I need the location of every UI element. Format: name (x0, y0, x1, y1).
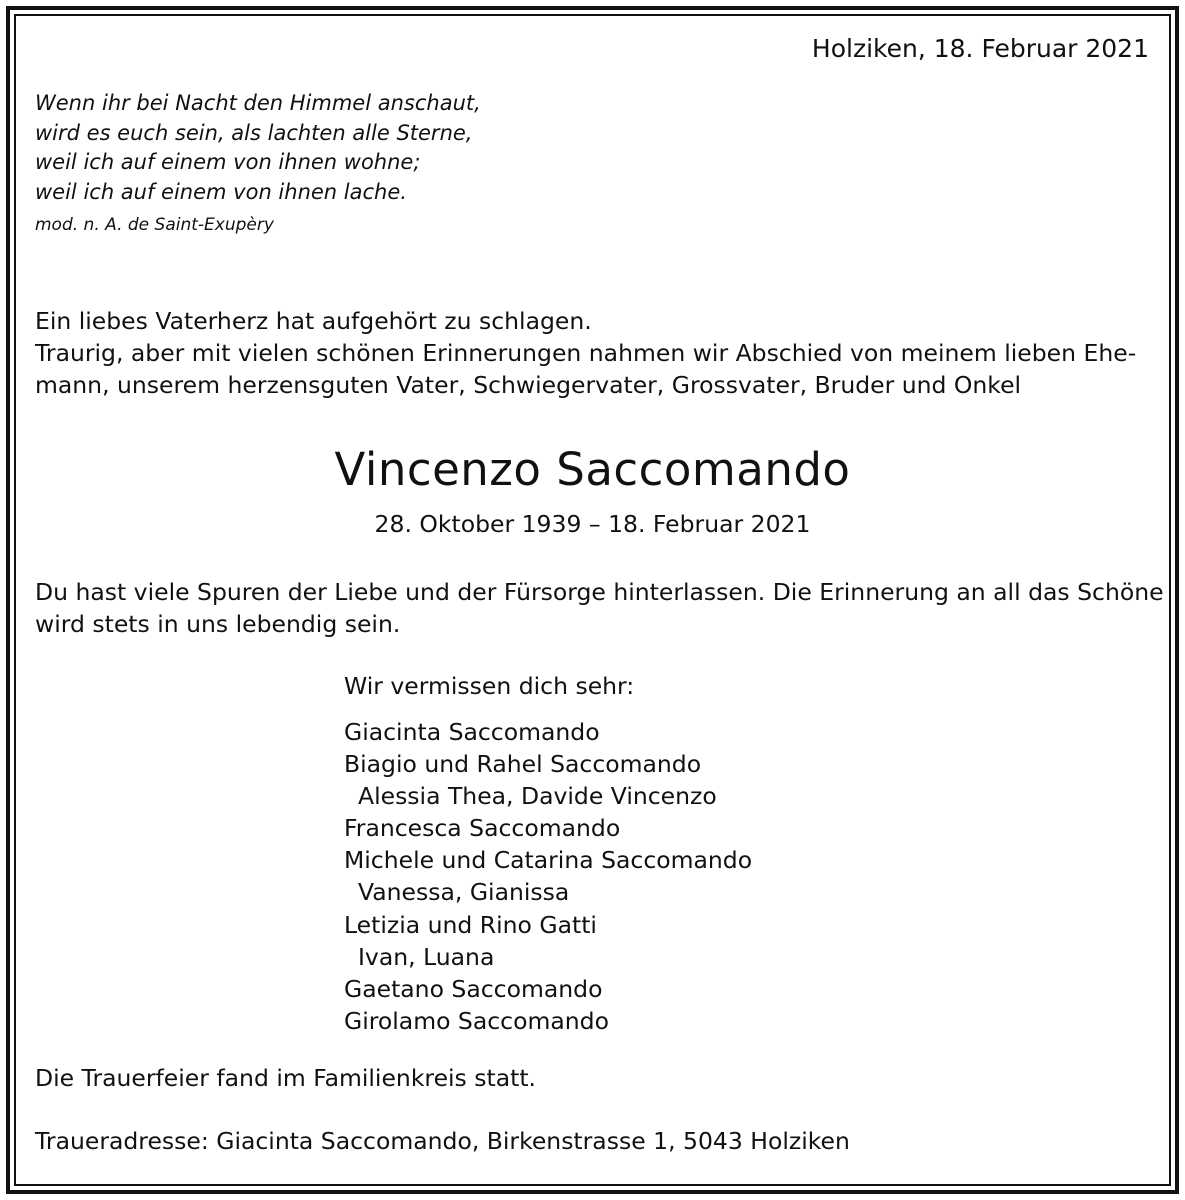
mourner-name: Francesca Saccomando (344, 814, 621, 843)
mourner-name: Gaetano Saccomando (344, 974, 603, 1003)
tribute-line: Du hast viele Spuren der Liebe und der Fürsorge hinterlassen. Die Erinnerung an all das Schöne (35, 578, 1164, 606)
place-date: Holziken, 18. Februar 2021 (811, 34, 1149, 63)
tribute-line: wird stets in uns lebendig sein. (35, 610, 401, 638)
intro-line: Ein liebes Vaterherz hat aufgehört zu schlagen. (35, 307, 592, 335)
life-dates: 28. Oktober 1939 – 18. Februar 2021 (374, 510, 811, 538)
intro-line: mann, unserem herzensguten Vater, Schwiegervater, Grossvater, Bruder und Onkel (35, 371, 1022, 399)
mourner-name: Biagio und Rahel Saccomando (344, 750, 702, 779)
mourner-name: Giacinta Saccomando (344, 718, 600, 746)
poem-line: wird es euch sein, als lachten alle Sterne, (35, 120, 473, 145)
poem-line: weil ich auf einem von ihnen wohne; (35, 150, 421, 174)
deceased-name: Vincenzo Saccomando (334, 443, 851, 496)
tribute-text (35, 576, 1164, 640)
mourner-name: Girolamo Saccomando (344, 1006, 609, 1035)
poem (35, 89, 481, 207)
poem-line: Wenn ihr bei Nacht den Himmel anschaut, (35, 91, 481, 115)
mourners-heading: Wir vermissen dich sehr: (344, 672, 635, 700)
mourner-children: Vanessa, Gianissa (358, 878, 570, 907)
mourning-address: Traueradresse: Giacinta Saccomando, Birkenstrasse 1, 5043 Holziken (35, 1127, 850, 1155)
mourner-name: Letizia und Rino Gatti (344, 910, 597, 939)
poem-attribution: mod. n. A. de Saint-Exupèry (35, 215, 274, 235)
ceremony-note: Die Trauerfeier fand im Familienkreis statt. (35, 1064, 537, 1092)
mourner-name: Michele und Catarina Saccomando (344, 846, 753, 875)
intro-text (35, 305, 1150, 401)
poem-line: weil ich auf einem von ihnen lache. (35, 179, 407, 204)
intro-line: Traurig, aber mit vielen schönen Erinnerungen nahmen wir Abschied von meinem lieben Ehe- (35, 339, 1137, 367)
mourner-children: Alessia Thea, Davide Vincenzo (358, 782, 717, 811)
mourner-children: Ivan, Luana (358, 942, 495, 971)
mourners-list (344, 716, 752, 1037)
